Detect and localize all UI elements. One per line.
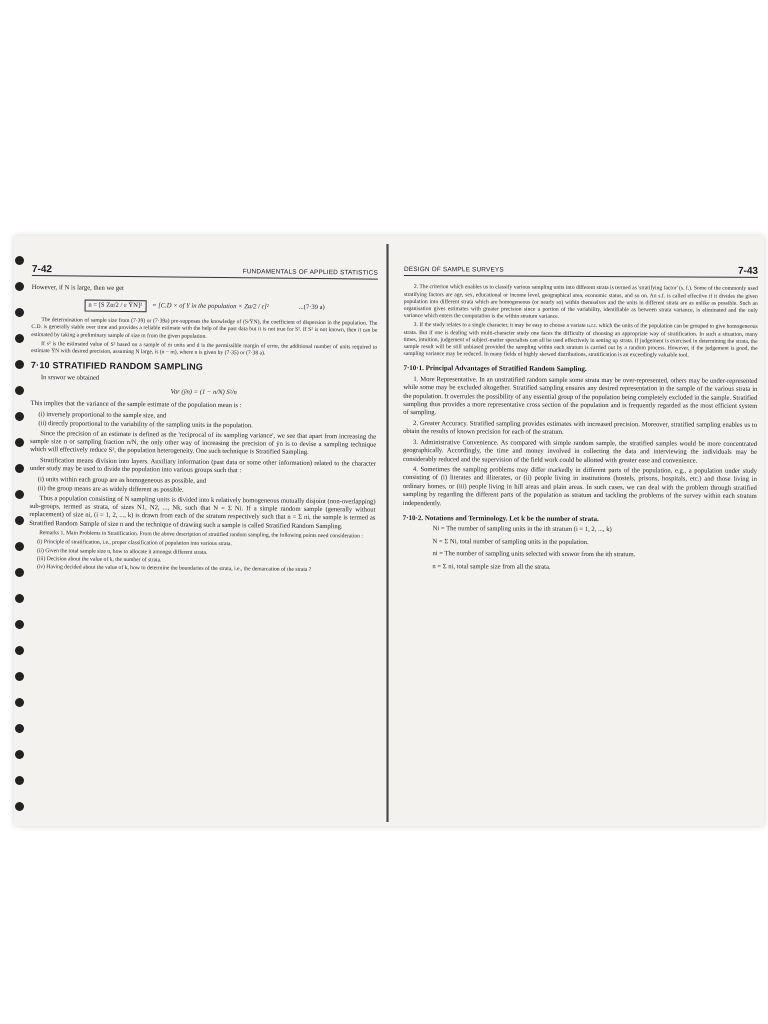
binding-holes (14, 256, 28, 816)
binding-hole (15, 516, 24, 525)
binding-hole (15, 282, 24, 291)
right-page-header (404, 266, 758, 278)
binding-hole (15, 698, 24, 707)
right-page-number: 7-43 (737, 265, 759, 277)
binding-hole (15, 438, 24, 447)
paragraph: 2. The criterion which enables us to classify various sampling units into different strata is termed as 'stratifying factor' (s. f.). Some of the commonly used stratifying factors are age, sex, educational or income level, geographical area, economic status, and so on. An s.f. is called effective if it divides the given population into different strata which are homogeneous (or nearly so) within themselves and the units in different strata are as unlike as possible. Such an organisation gives estimates with greater precision since a portion of the variability, identifiable as between strata variance, is eliminated and the only variance which enters the computation is the within stratum variance. (403, 284, 758, 321)
paragraph: This implies that the variance of the sample estimate of the population mean is : (30, 400, 242, 410)
intro-text: However, if N is large, then we get (31, 284, 124, 293)
subsection-heading: 7·10·2. Notations and Terminology. Let k be the number of strata. (402, 513, 599, 523)
equation-7-39a (32, 299, 378, 315)
binding-hole (15, 750, 24, 759)
paragraph: 3. If the study relates to a single character, it may be easy to choose a variate u.r.t. which the units of the population can be grouped to give homogeneous strata. But if one is dealing with multi-character study one faces the difficulty of choosing an appropriate way of stratification. In such a situation, many times, intuition, judgement of subject-matter specialists can all be used effectively in setting up strata. If judgement is exercised in determining the strata, the sample result will be still unbiased provided the sampling within each stratum is carried out by a random process. However, if the judgement is good, the sampling variance may be reduced. In many fields of highly skewed distributions, stratification is an exceedingly valuable tool. (403, 322, 758, 359)
open-book (14, 236, 764, 826)
list-item: (iii) Decision about the value of k, the number of strata. (36, 555, 162, 564)
list-item: (i) units within each group are as homogeneous as possible, and (37, 475, 207, 485)
paragraph: 4. Sometimes the sampling problems may differ markedly in different parts of the population, e.g., a population under study consisting of (i) literates and illiterates, or (ii) people living in institutions (hostels, prisons, hospitals, etc.) and those living in ordinary homes, or (iii) people living in hill areas and plain areas. In such cases, we can deal with the problem through stratified sampling by regarding the different parts of the population as stratum and tackling the problems of the survey within each stratum independently. (402, 465, 757, 507)
notation-item: N = Σ Ni, total number of sampling units in the population. (432, 537, 589, 546)
paragraph: 2. Greater Accuracy. Stratified sampling provides estimates with increased precision. Moreover, stratified sampling enables us to obtain the results of known precision for each of the stratum. (403, 419, 758, 437)
equation-rhs: = [C.D × of Y in the population × Zα/2 / ε]² (152, 302, 269, 311)
binding-hole (15, 620, 24, 629)
binding-hole (15, 646, 24, 655)
binding-hole (15, 724, 24, 733)
binding-hole (15, 334, 24, 343)
binding-hole (15, 490, 24, 499)
paragraph: Since the precision of an estimate is defined as the 'reciprocal of its sampling variance', we see that apart from increasing the sample size n or sampling fraction n/N, the only other way of increasing the precision of ȳn is to devise a sampling technique which will effectively reduce S², the population heterogeneity. One such technique is Stratified Sampling. (30, 429, 377, 457)
binding-hole (15, 256, 24, 265)
left-page-number: 7-42 (31, 264, 53, 276)
paragraph: Thus a population consisting of N sampling units is divided into k relatively homogeneous mutually disjoint (non-overlapping) sub-groups, termed as strata, of sizes N1, N2, ..., Nk, such that N = Σ Ni. If a simple random sample (generally without replacement) of size ni, (i = 1, 2, ..., k) is drawn from each of the stratum respectively such that n = Σ ni, the sample is termed as Stratified Random Sample of size n and the technique of drawing such a sample is called Stratified Random Sampling. (29, 494, 376, 531)
binding-hole (15, 386, 24, 395)
paragraph: Stratification means division into layers. Auxiliary information (past data or some other information) related to the character under study may be used to divide the population into various groups such that : (29, 456, 376, 475)
binding-hole (15, 568, 24, 577)
left-page (29, 266, 378, 576)
paragraph: The determination of sample size from (7·39) or (7·39a) pre-supposes the knowledge of (S/ȲN), the coefficient of dispersion in the population. The C.D. is generally stable over time and provides a reliable estimate with the help of the past data but it is not true for S². If S² is not known, then it can be estimated by taking a preliminary sample of size m from the given population. (31, 317, 378, 340)
binding-hole (15, 542, 24, 551)
notation-item: ni = The number of sampling units selected with srswor from the ith stratum. (432, 550, 636, 559)
list-item: (ii) the group means are as widely different as possible. (37, 485, 184, 494)
binding-hole (15, 776, 24, 785)
binding-hole (15, 802, 24, 811)
binding-hole (15, 594, 24, 603)
srs-intro: In srswor we obtained (40, 373, 100, 382)
list-item: (ii) Given the total sample size n, how to allocate it amongst different strata. (36, 547, 208, 556)
equation-tag: ...(7·39 a) (298, 303, 325, 311)
book-gutter (386, 244, 389, 822)
binding-hole (15, 464, 24, 473)
right-page-title: DESIGN OF SAMPLE SURVEYS (403, 266, 504, 274)
left-page-header (32, 266, 378, 280)
subsection-heading: 7·10·1. Principal Advantages of Stratified Random Sampling. (403, 364, 587, 374)
list-item: (ii) directly proportional to the variability of the sampling units in the population. (38, 420, 253, 430)
list-item: (iv) Having decided about the value of k, how to determine the boundaries of the strata, i.e., the demarcation of the strata ? (36, 564, 312, 573)
list-item: (i) inversely proportional to the sample size, and (38, 410, 167, 420)
notation-item: Ni = The number of sampling units in the ith stratum (i = 1, 2, ..., k) (432, 525, 612, 534)
paragraph: If s² is the estimated value of S² based on a sample of m units and d is the permissible margin of error, the additional number of units required to estimate ȲN with desired precision, assuming N large, is (n − m), where n is given by (7·35) or (7·38 a). (31, 340, 378, 357)
binding-hole (15, 412, 24, 421)
notation-item: n = Σ ni, total sample size from all the strata. (432, 562, 551, 571)
binding-hole (15, 308, 24, 317)
remarks: Remarks 1. Main Problems in Stratification. From the above description of stratified random sampling, the following points need consideration : (39, 530, 363, 540)
binding-hole (15, 360, 24, 369)
left-page-title: FUNDAMENTALS OF APPLIED STATISTICS (242, 268, 378, 277)
paragraph: 1. More Representative. In an unstratified random sample some strata may be over-represented, others may be under-represented while some may be excluded altogether. Stratified sampling ensures any desired representation in the sample of the various strata in the population. It overrules the possibility of any essential group of the population being completely excluded in the sample. Stratified sampling thus provides a more representative cross section of the population and is frequently regarded as the most efficient system of sampling. (403, 375, 758, 417)
binding-hole (15, 672, 24, 681)
variance-equation: Var (ȳn) = (1 − n/N) S²/n (170, 388, 237, 397)
paragraph: 3. Administrative Convenience. As compared with simple random sample, the stratified samples would be more concentrated geographically. Accordingly, the time and money involved in collecting the data and interviewing the individuals may be considerably reduced and the supervision of the field work could be allotted with greater ease and convenience. (402, 438, 758, 465)
section-heading: 7·10 STRATIFIED RANDOM SAMPLING (30, 360, 204, 373)
equation-lhs: n = [S Zα/2 / ε ȲN]² (84, 299, 146, 312)
right-page (402, 266, 758, 577)
list-item: (i) Principle of stratification, i.e., proper classification of population into various strata. (37, 539, 232, 548)
